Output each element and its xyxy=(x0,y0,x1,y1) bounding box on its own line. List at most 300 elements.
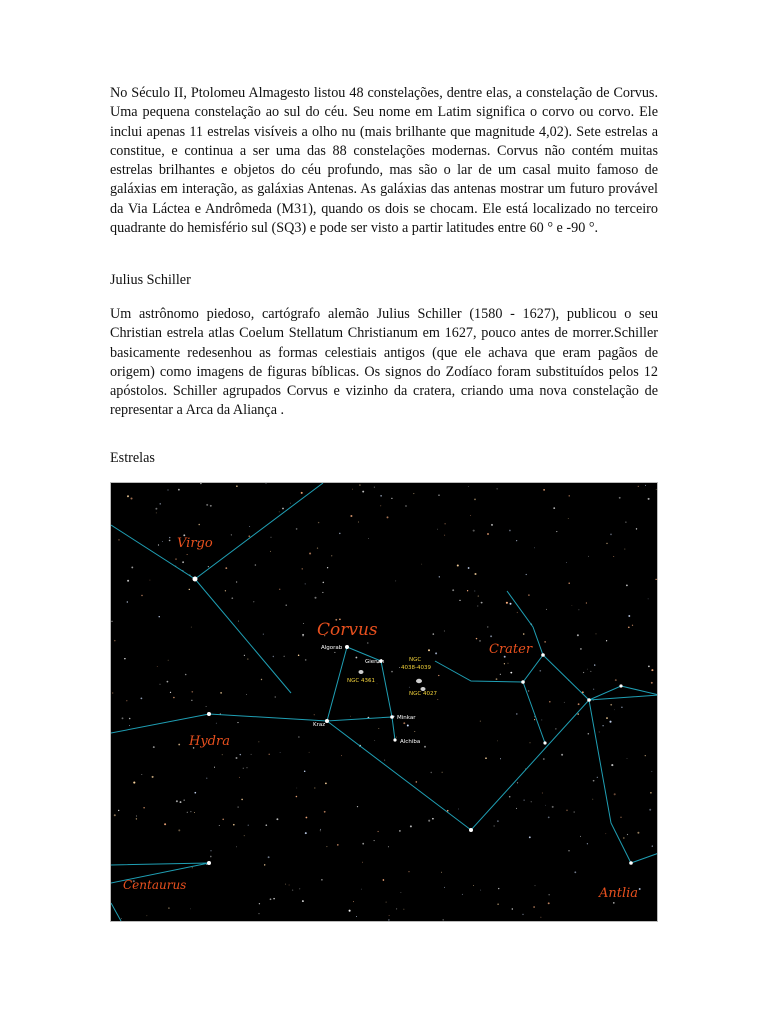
background-star xyxy=(410,825,412,827)
background-star xyxy=(233,824,235,826)
background-star xyxy=(431,772,432,773)
background-star xyxy=(236,846,237,847)
background-star xyxy=(452,589,454,591)
background-star xyxy=(391,671,393,673)
background-star xyxy=(407,725,409,727)
stars-heading: Estrelas xyxy=(110,450,155,466)
background-star xyxy=(374,840,375,841)
label-centaurus: Centaurus xyxy=(123,878,187,892)
background-star xyxy=(236,485,238,487)
background-star xyxy=(350,716,351,717)
background-star xyxy=(516,713,517,714)
background-star xyxy=(127,495,129,497)
background-star xyxy=(479,640,481,642)
background-star xyxy=(615,679,617,681)
background-star xyxy=(497,741,498,742)
background-star xyxy=(602,725,603,726)
background-star xyxy=(628,615,630,617)
background-star xyxy=(362,843,364,845)
hydra-star-3 xyxy=(207,861,211,865)
background-star xyxy=(645,755,646,756)
background-star xyxy=(305,832,307,834)
background-star xyxy=(395,580,396,581)
background-star xyxy=(568,518,569,519)
background-star xyxy=(246,694,247,695)
background-star xyxy=(114,640,116,642)
background-star xyxy=(439,576,440,577)
background-star xyxy=(546,609,547,610)
background-star xyxy=(358,522,359,523)
background-star xyxy=(275,696,276,697)
background-star xyxy=(377,683,378,684)
background-star xyxy=(548,902,550,904)
background-star xyxy=(353,901,354,902)
ngc4361-object xyxy=(359,670,364,674)
background-star xyxy=(263,634,264,635)
background-star xyxy=(424,746,426,748)
background-star xyxy=(605,833,606,834)
background-star xyxy=(225,567,227,569)
background-star xyxy=(473,530,475,532)
corvus-line-2 xyxy=(392,717,395,740)
background-star xyxy=(416,781,418,783)
background-star xyxy=(553,507,555,509)
crater-star-2 xyxy=(541,653,545,657)
background-star xyxy=(238,621,239,622)
background-star xyxy=(477,606,478,607)
background-star xyxy=(282,508,284,510)
background-star xyxy=(396,908,397,909)
algorab-star xyxy=(345,645,349,649)
background-star xyxy=(190,811,191,812)
background-star xyxy=(273,898,275,900)
background-star xyxy=(331,555,332,556)
background-star xyxy=(645,485,646,486)
schiller-heading: Julius Schiller xyxy=(110,272,191,288)
background-star xyxy=(535,885,536,886)
background-star xyxy=(606,640,607,641)
background-star xyxy=(112,692,113,693)
background-star xyxy=(206,504,208,506)
background-star xyxy=(473,885,474,886)
background-star xyxy=(265,483,266,484)
background-star xyxy=(507,663,508,664)
corvus-star-map xyxy=(110,482,658,922)
crater-lines xyxy=(435,591,543,682)
background-star xyxy=(457,564,459,566)
background-star xyxy=(231,534,232,535)
background-star xyxy=(129,725,130,726)
label-minkar: Minkar xyxy=(397,715,416,721)
background-star xyxy=(279,512,280,513)
background-star xyxy=(497,488,498,489)
background-star xyxy=(387,516,389,518)
background-star xyxy=(339,533,341,535)
background-star xyxy=(136,815,137,816)
hydra-star-2 xyxy=(469,828,473,832)
background-star xyxy=(265,824,267,826)
background-star xyxy=(309,552,311,554)
ngc4038-object xyxy=(416,679,422,683)
background-star xyxy=(468,486,469,487)
background-star xyxy=(133,782,135,784)
background-star xyxy=(122,717,124,719)
background-star xyxy=(650,792,652,794)
background-star xyxy=(292,889,293,890)
background-star xyxy=(169,540,171,542)
background-star xyxy=(248,825,249,826)
crater-lines-2 xyxy=(543,655,657,700)
background-star xyxy=(421,564,422,565)
background-star xyxy=(238,807,239,808)
background-star xyxy=(206,706,207,707)
background-star xyxy=(623,837,625,839)
background-star xyxy=(606,717,608,719)
background-star xyxy=(470,515,471,516)
background-star xyxy=(222,818,224,820)
background-star xyxy=(529,836,531,838)
background-star xyxy=(219,825,220,826)
background-star xyxy=(239,777,240,778)
background-star xyxy=(127,601,128,602)
background-star xyxy=(237,722,238,723)
background-star xyxy=(187,554,188,555)
background-star xyxy=(534,547,535,548)
background-star xyxy=(648,599,649,600)
background-star xyxy=(304,771,306,773)
background-star xyxy=(359,484,360,485)
label-ngc4027: NGC 4027 xyxy=(409,691,437,697)
background-star xyxy=(399,830,401,832)
background-star xyxy=(355,657,357,659)
background-star xyxy=(444,887,445,888)
label-ngc4361: NGC 4361 xyxy=(347,678,375,684)
background-star xyxy=(314,597,316,599)
background-star xyxy=(517,612,518,613)
background-star xyxy=(210,505,212,507)
background-star xyxy=(543,489,545,491)
background-star xyxy=(566,809,568,811)
background-star xyxy=(531,801,532,802)
background-star xyxy=(264,864,265,865)
background-star xyxy=(548,816,550,818)
background-star xyxy=(541,719,542,720)
background-star xyxy=(259,913,260,914)
background-star xyxy=(318,522,319,523)
background-star xyxy=(404,909,405,910)
background-star xyxy=(442,772,443,773)
background-star xyxy=(362,491,364,493)
background-star xyxy=(485,757,487,759)
antlia-lines xyxy=(589,700,657,863)
background-star xyxy=(130,497,132,499)
background-star xyxy=(459,600,460,601)
background-star xyxy=(620,817,621,818)
background-star xyxy=(396,737,397,738)
background-star xyxy=(580,648,582,650)
background-star xyxy=(362,862,363,863)
background-star xyxy=(350,515,352,517)
background-star xyxy=(136,818,137,819)
background-star xyxy=(591,671,592,672)
background-star xyxy=(504,663,505,664)
background-star xyxy=(510,672,512,674)
background-star xyxy=(236,757,238,759)
background-star xyxy=(173,697,175,699)
background-star xyxy=(586,602,587,603)
background-star xyxy=(480,890,481,891)
background-star xyxy=(593,780,595,782)
background-star xyxy=(476,638,477,639)
background-star xyxy=(191,691,193,693)
background-star xyxy=(599,732,600,733)
background-star xyxy=(578,703,580,705)
background-star xyxy=(496,678,498,680)
label-antlia: Antlia xyxy=(599,886,639,901)
background-star xyxy=(244,655,245,656)
background-star xyxy=(320,829,321,830)
background-star xyxy=(438,675,439,676)
background-star xyxy=(497,820,499,822)
background-star xyxy=(276,818,278,820)
background-star xyxy=(159,616,160,617)
background-star xyxy=(614,709,615,710)
background-star xyxy=(124,658,125,659)
crater-star-1 xyxy=(521,680,525,684)
background-star xyxy=(577,634,579,636)
background-star xyxy=(652,845,653,846)
background-star xyxy=(236,581,237,582)
background-star xyxy=(481,602,483,604)
background-star xyxy=(540,917,541,918)
background-star xyxy=(556,531,557,532)
background-star xyxy=(468,567,470,569)
background-star xyxy=(568,582,569,583)
background-star xyxy=(577,713,578,714)
background-star xyxy=(442,919,443,920)
background-star xyxy=(261,679,262,680)
background-star xyxy=(638,486,639,487)
label-crater: Crater xyxy=(489,642,533,657)
background-star xyxy=(467,590,468,591)
background-star xyxy=(143,807,144,808)
background-star xyxy=(240,754,241,755)
background-star xyxy=(458,809,459,810)
background-star xyxy=(593,689,594,690)
background-star xyxy=(247,658,248,659)
background-star xyxy=(187,812,188,813)
background-star xyxy=(158,544,159,545)
background-star xyxy=(111,621,112,622)
background-star xyxy=(580,836,581,837)
background-star xyxy=(147,915,148,916)
background-star xyxy=(268,856,270,858)
background-star xyxy=(530,742,531,743)
background-star xyxy=(534,719,535,720)
label-corvus: Corvus xyxy=(317,620,378,640)
background-star xyxy=(244,835,245,836)
background-star xyxy=(399,667,400,668)
background-star xyxy=(214,767,215,768)
background-star xyxy=(447,810,449,812)
background-star xyxy=(248,535,250,537)
background-star xyxy=(516,808,517,809)
background-star xyxy=(401,892,402,893)
background-star xyxy=(625,522,626,523)
background-star xyxy=(545,805,546,806)
background-star xyxy=(522,914,523,915)
background-star xyxy=(305,659,307,661)
background-star xyxy=(380,505,381,506)
background-star xyxy=(253,601,254,602)
background-star xyxy=(192,867,193,868)
background-star xyxy=(225,590,226,591)
star-map-svg xyxy=(111,483,657,921)
label-virgo: Virgo xyxy=(177,536,213,551)
background-star xyxy=(118,810,119,811)
crater-line-3 xyxy=(523,682,545,743)
background-star xyxy=(613,902,615,904)
background-star xyxy=(609,721,611,723)
background-star xyxy=(334,652,335,653)
background-star xyxy=(152,776,154,778)
background-star xyxy=(299,889,300,890)
background-star xyxy=(509,530,511,532)
background-star xyxy=(325,783,327,785)
background-star xyxy=(160,503,161,504)
background-star xyxy=(361,889,362,890)
background-star xyxy=(627,758,628,759)
background-star xyxy=(129,718,131,720)
background-star xyxy=(441,872,442,873)
label-alchiba: Alchiba xyxy=(400,739,421,745)
background-star xyxy=(639,888,641,890)
background-star xyxy=(533,906,535,908)
background-star xyxy=(409,687,410,688)
background-star xyxy=(298,655,300,657)
background-star xyxy=(528,594,530,596)
background-star xyxy=(497,903,499,905)
background-star xyxy=(621,707,623,709)
background-star xyxy=(648,665,650,667)
background-star xyxy=(289,885,290,886)
background-star xyxy=(356,916,357,917)
background-star xyxy=(655,579,656,580)
background-star xyxy=(259,742,260,743)
background-star xyxy=(494,826,495,827)
background-star xyxy=(327,567,328,568)
kraz-star xyxy=(325,719,329,723)
background-star xyxy=(271,537,272,538)
background-star xyxy=(549,701,551,703)
background-star xyxy=(374,740,375,741)
background-star xyxy=(610,704,612,706)
background-star xyxy=(222,754,223,755)
antlia-star xyxy=(629,861,633,865)
background-star xyxy=(270,551,271,552)
background-star xyxy=(249,526,250,527)
background-star xyxy=(509,796,511,798)
background-star xyxy=(526,574,527,575)
background-star xyxy=(368,538,369,539)
virgo-lines xyxy=(111,483,323,579)
background-star xyxy=(648,498,650,500)
background-star xyxy=(649,809,651,811)
background-star xyxy=(149,580,150,581)
background-star xyxy=(433,633,435,635)
background-star xyxy=(506,602,508,604)
background-star xyxy=(478,595,479,596)
label-gienah: Gienah xyxy=(365,659,385,665)
background-star xyxy=(198,524,200,526)
background-star xyxy=(491,524,493,526)
background-star xyxy=(380,495,381,496)
background-star xyxy=(626,584,628,586)
background-star xyxy=(414,731,415,732)
background-star xyxy=(216,723,217,724)
background-star xyxy=(651,682,653,684)
background-star xyxy=(552,806,554,808)
background-star xyxy=(322,592,323,593)
background-star xyxy=(164,823,166,825)
background-star xyxy=(127,580,129,582)
background-star xyxy=(255,564,257,566)
background-star xyxy=(435,652,437,654)
label-algorab: Algorab xyxy=(321,645,343,651)
background-star xyxy=(549,894,550,895)
background-star xyxy=(168,490,169,491)
background-star xyxy=(474,591,475,592)
background-star xyxy=(206,778,207,779)
background-star xyxy=(190,908,191,909)
background-star xyxy=(302,568,303,569)
background-star xyxy=(627,834,628,835)
background-star xyxy=(185,674,187,676)
background-star xyxy=(302,634,304,636)
background-star xyxy=(573,811,575,813)
background-star xyxy=(210,856,212,858)
background-star xyxy=(126,700,127,701)
background-star xyxy=(183,799,185,801)
background-star xyxy=(389,915,390,916)
intro-paragraph: No Século II, Ptolomeu Almagesto listou 48 constelações, dentre elas, a constelação de Corvus. Uma pequena constelação ao sul do céu. Seu nome em Latim significa o corvo ou corvo. Ele inclui apenas 11 estrelas visíveis a olho nu (mais brilhante que magnitude 4,02). Sete estrelas a constitue, e continua a ser uma das 88 constelações modernas. Corvus não contém muitas estrelas brilhantes e objetos do céu profundo, mas são o lar de um casal muito famoso de galáxias em interação, as galáxias Antenas. As galáxias das antenas mostrar um futuro provável da Via Láctea e Andrômeda (M31), quando os dois se chocam. Ele está localizado no terceiro quadrante do hemisfério sul (SQ3) e pode ser visto a partir latitudes entre 60 ° e -90 °. xyxy=(110,85,658,237)
alchiba-star xyxy=(393,738,396,741)
background-star xyxy=(428,649,430,651)
background-star xyxy=(572,605,573,606)
background-star xyxy=(323,582,325,584)
background-star xyxy=(160,684,161,685)
background-star xyxy=(583,672,584,673)
background-star xyxy=(303,636,304,637)
background-star xyxy=(170,692,171,693)
background-star xyxy=(587,669,588,670)
background-star xyxy=(413,493,414,494)
background-star xyxy=(637,832,639,834)
background-star xyxy=(595,633,596,634)
background-star xyxy=(341,755,342,756)
background-star xyxy=(498,888,499,889)
background-star xyxy=(298,736,299,737)
background-star xyxy=(594,664,595,665)
background-star xyxy=(624,549,625,550)
background-star xyxy=(162,541,163,542)
background-star xyxy=(597,777,598,778)
background-star xyxy=(574,871,576,873)
background-star xyxy=(155,508,157,510)
background-star xyxy=(194,812,195,813)
background-star xyxy=(114,814,116,816)
background-star xyxy=(337,844,339,846)
